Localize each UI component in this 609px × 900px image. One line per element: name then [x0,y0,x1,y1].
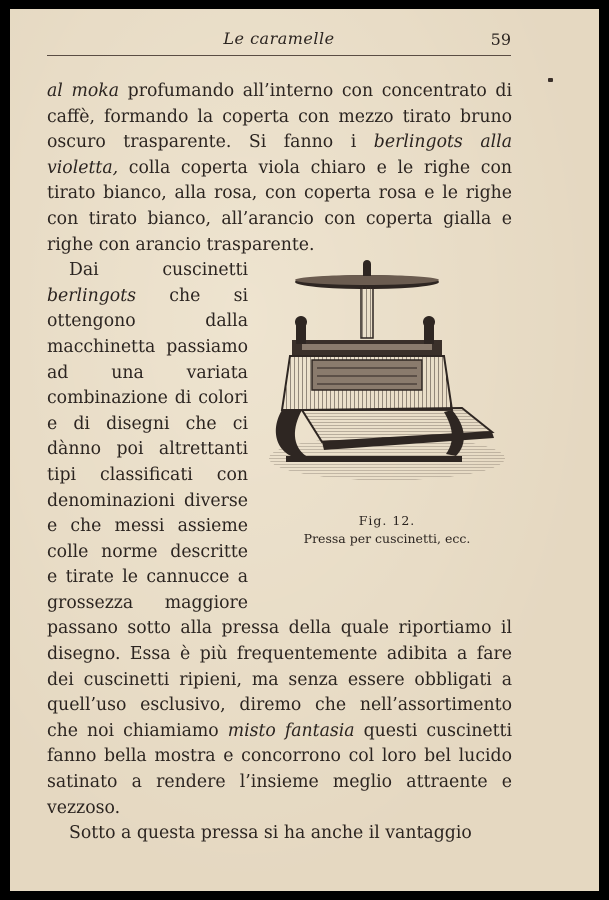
text-run: colla coperta viola chiaro e le righe con tirato bianco, alla rosa, con coperta rosa e le righe con tirato bianco, all’arancio con coperta gialla e righe con arancio trasparente. [47,157,512,255]
paragraph-3-text [69,823,472,843]
ink-speck [548,78,553,82]
text-run: profumando all’interno con concentrato di caffè, formando la coperta con mezzo tirato bruno oscuro trasparente. Si fanno i [47,81,513,153]
text-run: che si ottengono dalla macchinetta passiamo ad una variata combinazione di colori e di disegni che ci dànno poi altrettanti tipi classificati con denominazioni diverse e che messi assieme colle norme descritte e tirate le cannucce a grossezza maggiore passano sotto alla pressa della quale riportiamo il disegno. Essa è più frequentemente adibita a fare dei cuscinetti ripieni, ma senza essere obbligati a quell’uso esclusivo, diremo che nell’assortimento che noi chiamiamo [47,285,512,741]
figure [262,260,512,591]
italic-text: misto fantasia [227,720,355,741]
body-text [47,79,512,847]
figure-caption: Pressa per cuscinetti, ecc. [303,531,471,547]
italic-text: al moka [47,81,120,101]
italic-text: berlingots [47,285,137,306]
page-number: 59 [490,30,511,49]
text-run: questi cuscinetti fanno bella mostra e concorrono col loro bel lucido satinato a rendere l’insieme meglio attraente e vezzoso. [47,720,512,818]
text-run: Dai cuscinetti [69,260,248,281]
paragraph-2 [47,258,512,821]
paragraph-3 [47,821,512,847]
press-illustration [262,260,512,500]
figure-number: Fig. 12. [358,513,416,529]
italic-text: berlingots alla violetta, [47,132,513,178]
text-run: Sotto a questa pressa si ha anche il vantaggio [69,823,472,844]
running-title: Le caramelle [223,29,335,48]
running-head [47,27,511,56]
paragraph-1 [47,79,512,258]
book-page [10,9,599,891]
